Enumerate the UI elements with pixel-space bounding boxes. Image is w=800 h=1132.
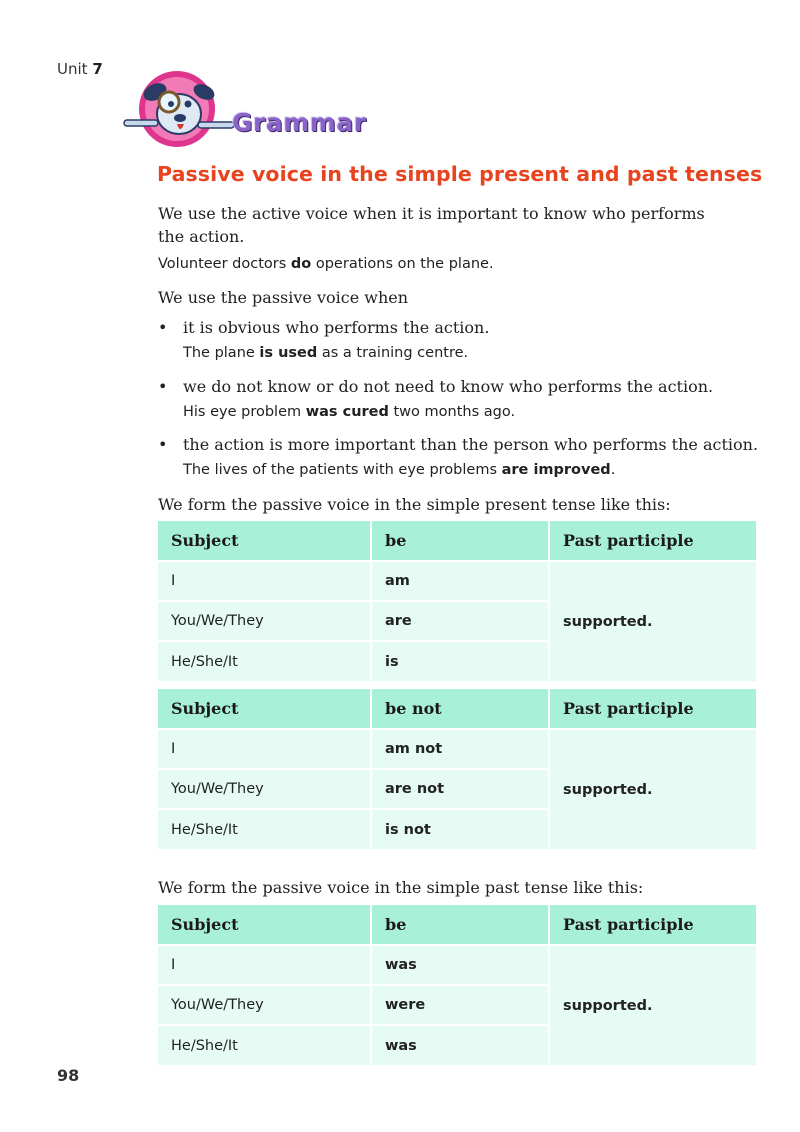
- page-title: Passive voice in the simple present and past tenses: [157, 162, 763, 186]
- column-header: Subject: [158, 689, 371, 729]
- participle-cell: supported.: [549, 945, 756, 1065]
- table-cell: was: [371, 945, 549, 985]
- column-header: be: [371, 905, 549, 945]
- example-active: Volunteer doctors do operations on the plane.: [158, 256, 494, 272]
- example-sentence: The plane is used as a training centre.: [183, 345, 469, 361]
- unit-number: 7: [92, 60, 103, 78]
- table-cell: were: [371, 985, 549, 1025]
- past-tense-table: [158, 905, 756, 1065]
- table-cell: You/We/They: [158, 985, 371, 1025]
- table-header-row: [158, 905, 756, 945]
- column-header: Past participle: [549, 905, 756, 945]
- table-cell: He/She/It: [158, 809, 371, 849]
- table-cell: are not: [371, 769, 549, 809]
- table-cell: I: [158, 945, 371, 985]
- table-cell: He/She/It: [158, 641, 371, 681]
- column-header: Subject: [158, 905, 371, 945]
- column-header: Subject: [158, 521, 371, 561]
- present-negative-table: [158, 689, 756, 849]
- column-header: Past participle: [549, 521, 756, 561]
- table-cell: are: [371, 601, 549, 641]
- intro-paragraph: We use the active voice when it is important to know who performs the action.: [158, 204, 705, 246]
- table-cell: is: [371, 641, 549, 681]
- column-header: be not: [371, 689, 549, 729]
- table-cell: am not: [371, 729, 549, 769]
- example-sentence: The lives of the patients with eye problems are improved.: [183, 462, 616, 478]
- section-title: Grammar: [232, 108, 367, 137]
- unit-label: Unit 7: [57, 60, 103, 78]
- example-sentence: His eye problem was cured two months ago.: [183, 404, 516, 420]
- table-row: [158, 729, 756, 769]
- table-cell: You/We/They: [158, 769, 371, 809]
- table-header-row: [158, 521, 756, 561]
- table-cell: was: [371, 1025, 549, 1065]
- table-cell: I: [158, 729, 371, 769]
- past-tense-intro: We form the passive voice in the simple past tense like this:: [158, 878, 644, 897]
- table-cell: You/We/They: [158, 601, 371, 641]
- table-cell: am: [371, 561, 549, 601]
- table-row: [158, 945, 756, 985]
- participle-cell: supported.: [549, 561, 756, 681]
- column-header: Past participle: [549, 689, 756, 729]
- grammar-mascot-icon: [122, 62, 238, 152]
- present-tense-intro: We form the passive voice in the simple present tense like this:: [158, 495, 671, 514]
- table-cell: I: [158, 561, 371, 601]
- page-number: 98: [57, 1066, 80, 1085]
- table-header-row: [158, 689, 756, 729]
- table-cell: is not: [371, 809, 549, 849]
- table-cell: He/She/It: [158, 1025, 371, 1065]
- passive-intro: We use the passive voice when: [158, 288, 409, 307]
- present-tense-table: [158, 521, 756, 681]
- column-header: be: [371, 521, 549, 561]
- table-row: [158, 561, 756, 601]
- participle-cell: supported.: [549, 729, 756, 849]
